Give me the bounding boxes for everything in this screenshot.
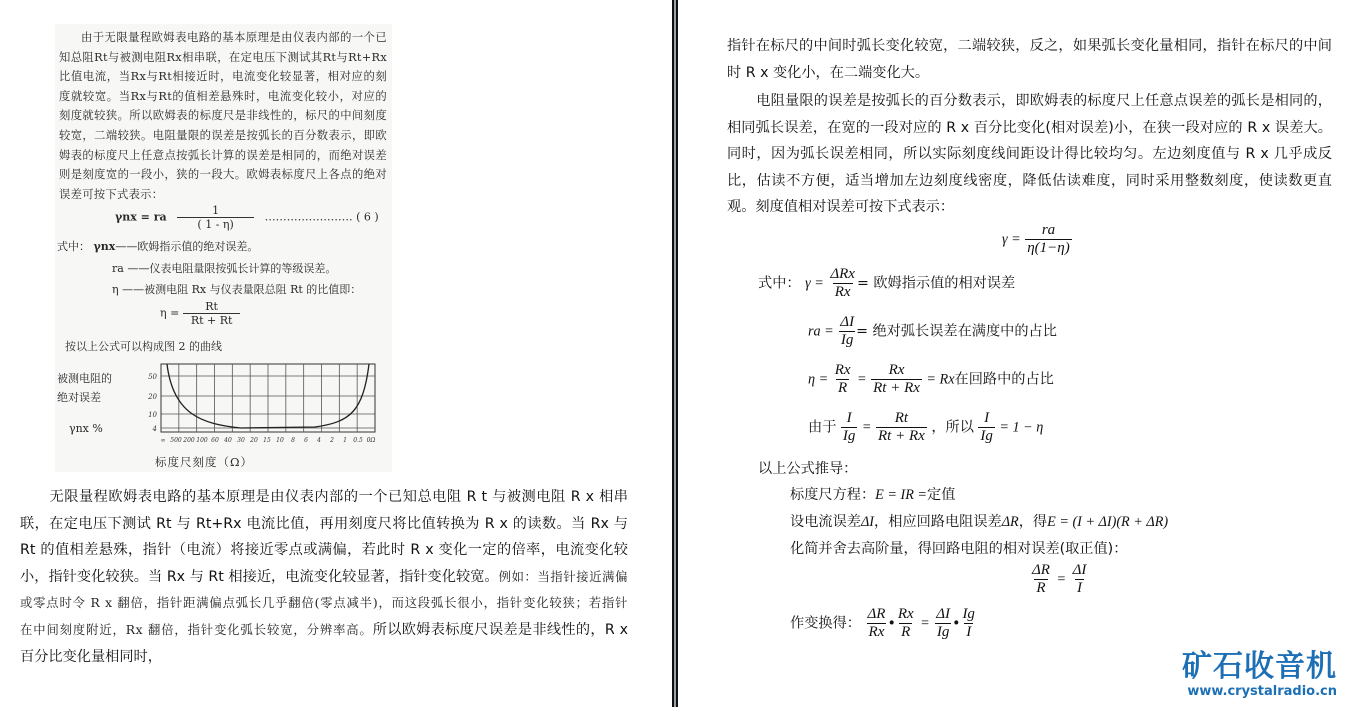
text: 设电流误差 [790, 514, 861, 530]
chart-x-tick-label: 4 [317, 437, 321, 444]
chart-x-tick-label: 10 [276, 437, 284, 444]
eq-sign: = [920, 615, 930, 632]
chart-x-tick-label: 40 [224, 437, 232, 444]
right-paragraph-2 [727, 88, 1332, 221]
chart-x-tick-label: 60 [211, 437, 219, 444]
def-lhs: ra = [808, 323, 834, 340]
error-curve-chart [135, 360, 385, 450]
scan-def-sym: γnx [93, 240, 116, 253]
expanded-eq: E = (I + ΔI)(R + ΔR) [1047, 514, 1169, 530]
delta-i: ΔI [860, 514, 875, 530]
formula-den: η(1−η) [1027, 240, 1070, 256]
watermark-name: 矿石收音机 [1182, 649, 1337, 684]
error-assumption [790, 511, 1168, 531]
def-den: Ig [840, 332, 854, 348]
frac-den: I [966, 624, 972, 640]
frac-num: ΔR [867, 606, 886, 622]
scan-formula-den: ( 1 - η) [177, 217, 253, 231]
def-den: R [838, 380, 848, 396]
delta-r: ΔR [1001, 514, 1019, 530]
chart-xlabel: 标度尺刻度（Ω） [155, 455, 254, 469]
para-main: 无限量程欧姆表电路的基本原理是由仪表内部的一个已知总电阻 R t 与被测电阻 R x 相串联，在定电压下测试 Rt 与 Rt+Rx 电流比值，再用刻度尺将比值转换为 R x 的读数。当 Rx 与 Rt 的值相差悬殊，指针（电流）将接近零点或满偏，若此时 R x 变化一定的倍率，电流变化较小，指针变化较狭。当 Rx 与 Rt 相接近，电流变化较显著，指针变化较宽。 [20, 489, 628, 585]
right-page [680, 0, 1345, 707]
scale-equation [790, 484, 955, 504]
def-lhs: η = [808, 371, 829, 388]
frac-den: R [901, 624, 911, 640]
chart-x-tick-label: 2 [330, 437, 334, 444]
eq-sign: = [857, 371, 867, 388]
def-num: Rx [834, 362, 851, 378]
chart-ylabel-line: 绝对误差 [57, 391, 101, 404]
frac-num: Rt [894, 410, 909, 426]
def-ra [808, 314, 1057, 349]
frac-den: Ig [842, 428, 856, 444]
scan-formula-num: 1 [212, 204, 220, 217]
chart-x-tick-label: 0.5 [353, 437, 363, 444]
left-body-paragraph [20, 484, 628, 670]
simplify-line: 化简并舍去高阶量，得回路电阻的相对误差(取正值)： [790, 541, 1128, 557]
transform-formula [790, 606, 977, 641]
chart-ylabel [57, 369, 112, 438]
para-tail: 所以欧姆表标度尺误差是非线性的，R x 百分比变化量相同时， [20, 621, 628, 665]
since-formula [808, 410, 1043, 445]
since-label: 由于 [808, 419, 837, 436]
chart-y-tick-label: 50 [148, 373, 157, 381]
def-tail: = Rx [926, 371, 955, 388]
formula-gamma [1002, 222, 1072, 257]
derive-label: 以上公式推导： [758, 461, 858, 477]
frac-den: Ig [980, 428, 993, 444]
scan-where [57, 238, 258, 254]
scanned-excerpt [55, 24, 392, 472]
chart-x-tick-label: 20 [250, 437, 258, 444]
frac-num: ΔR [1032, 562, 1050, 578]
scan-eta-den: Rt + Rt [183, 313, 241, 327]
def-den: Rx [834, 284, 851, 300]
frac-den: I [1076, 580, 1082, 596]
right-continued-paragraph: 指针在标尺的中间时弧长变化较宽，二端较狭，反之，如果弧长变化量相同，指针在标尺的中间时 R x 变化小，在二端变化大。 [727, 38, 1332, 81]
chart-x-tick-label: 15 [263, 437, 271, 444]
frac-den: Rx [868, 624, 885, 640]
def-text: 在回路中的占比 [954, 371, 1054, 388]
scan-eta-formula [160, 300, 240, 327]
scan-formula-lhs: γnx = ra [115, 210, 167, 224]
left-page [0, 0, 672, 707]
where-label: 式中： [758, 275, 801, 292]
chart-x-tick-label: 500 [170, 437, 182, 444]
page-divider [672, 0, 678, 707]
chart-x-tick-label: 1 [343, 437, 347, 444]
def-text: = 绝对弧长误差在满度中的占比 [856, 323, 1057, 340]
scan-def-text: ——欧姆指示值的绝对误差。 [115, 240, 259, 253]
scan-def-sym: η [112, 283, 119, 296]
scan-def-text: ——被测电阻 Rx 与仪表量限总阻 Rt 的比值即： [122, 283, 362, 296]
para-example: 例如：当指针接近满偏或零点时令 R x 翻倍，指针距满偏点弧长几乎翻倍(零点减半)，而这段弧长很小，指针变化较狭；若指针在中间刻度附近，Rx 翻倍，指针变化弧长较宽，分辨率高。 [20, 569, 628, 637]
chart-x-tick-label: 8 [291, 437, 295, 444]
scale-eq: E = IR = [875, 487, 927, 503]
frac-den: R [1036, 580, 1046, 596]
def-num: ΔRx [830, 266, 855, 282]
since-tail: = 1 − η [999, 419, 1044, 436]
frac-num: ΔI [936, 606, 951, 622]
transform-label: 作变换得： [790, 615, 861, 632]
chart-x-tick-label: 0Ω [366, 437, 376, 444]
eq-sign: = [861, 419, 872, 436]
def-den: Rt + Rx [873, 380, 920, 396]
def-gamma [758, 266, 1015, 301]
dot-operator: • [952, 615, 961, 632]
scan-curve-note: 按以上公式可以构成图 2 的曲线 [65, 340, 222, 353]
def-num: Rx [888, 362, 905, 378]
scan-def-eta [112, 281, 361, 297]
scan-formula-tail: …………………… ( 6 ) [264, 210, 379, 224]
def-text: = 欧姆指示值的相对误差 [856, 275, 1016, 292]
chart-x-tick-label: 100 [196, 437, 208, 444]
chart-y-tick-label: 4 [152, 425, 157, 433]
so-label: ，所以 [931, 419, 974, 436]
frac-num: I [846, 410, 852, 426]
eq-sign: = [1056, 571, 1067, 588]
formula-num: ra [1041, 222, 1056, 238]
scale-eq-label: 标度尺方程： [790, 487, 876, 503]
chart-ylabel-unit: γnx % [69, 422, 103, 435]
dot-operator: • [887, 615, 896, 632]
para2-text: 电阻量限的误差是按弧长的百分数表示，即欧姆表的标度尺上任意点误差的弧长是相同的，相同弧长误差，在宽的一段对应的 R x 百分比变化(相对误差)小，在狭一段对应的 R x 误差大。同时，因为弧长误差相同，所以实际刻度线间距设计得比较均匀。左边刻度值与 R x 几乎成反比，估读不方便，适当增加左边刻度线密度，降低估读难度，同时采用整数刻度，使读数更直观。刻度值相对误差可按下式表示： [727, 93, 1332, 216]
frac-num: Ig [962, 606, 975, 622]
def-num: ΔI [840, 314, 855, 330]
watermark-url: www.crystalradio.cn [1187, 684, 1337, 699]
site-watermark-logo [1182, 650, 1337, 699]
scan-def-text: ——仪表电阻量限按弧长计算的等级误差。 [127, 262, 337, 275]
def-lhs: γ = [805, 275, 824, 292]
chart-x-tick-label: 30 [237, 437, 245, 444]
scan-paragraph: 由于无限量程欧姆表电路的基本原理是由仪表内部的一个已知总阻Rt与被测电阻Rx相串联，在定电压下测试其Rt与Rt+Rx比值电流，当Rx与Rt相接近时，电流变化较显著，相对应的刻度就较宽。当Rx与Rt的值相差悬殊时，电流变化较小，对应的刻度就较狭。所以欧姆表的标度尺是非线性的，标尺的中间刻度较宽，二端较狭。电阻量限的误差是按弧长的百分数表示，即欧姆表的标度尺上任意点按弧长计算的误差是相同的，而绝对误差则是刻度宽的一段小，狭的一段大。欧姆表标度尺上各点的绝对误差可按下式表示： [59, 31, 387, 201]
relative-error-formula [1030, 562, 1088, 597]
frac-num: I [984, 410, 990, 426]
scan-formula-6 [115, 204, 379, 231]
chart-y-tick-label: 20 [148, 393, 157, 401]
chart-x-tick-label: 6 [304, 437, 308, 444]
scan-def-ra [112, 260, 336, 276]
text: ，得 [1018, 514, 1048, 530]
formula-lhs: γ = [1002, 231, 1021, 248]
frac-num: Rx [897, 606, 914, 622]
chart-x-tick-label: ∞ [160, 437, 166, 444]
frac-den: Rt + Rx [878, 428, 925, 444]
scan-where-label: 式中： [57, 240, 90, 253]
text: ，相应回路电阻误差 [874, 514, 1002, 530]
chart-x-tick-label: 200 [183, 437, 195, 444]
frac-den: Ig [936, 624, 950, 640]
scan-eta-num: Rt [205, 300, 218, 313]
chart-ylabel-line: 被测电阻的 [57, 372, 112, 385]
chart-y-tick-label: 10 [148, 411, 157, 419]
scan-eta-lhs: η = [160, 306, 180, 320]
scale-eq-tail: 定值 [927, 487, 956, 503]
frac-num: ΔI [1072, 562, 1087, 578]
scan-def-sym: ra [112, 262, 124, 275]
def-eta [808, 362, 1054, 397]
